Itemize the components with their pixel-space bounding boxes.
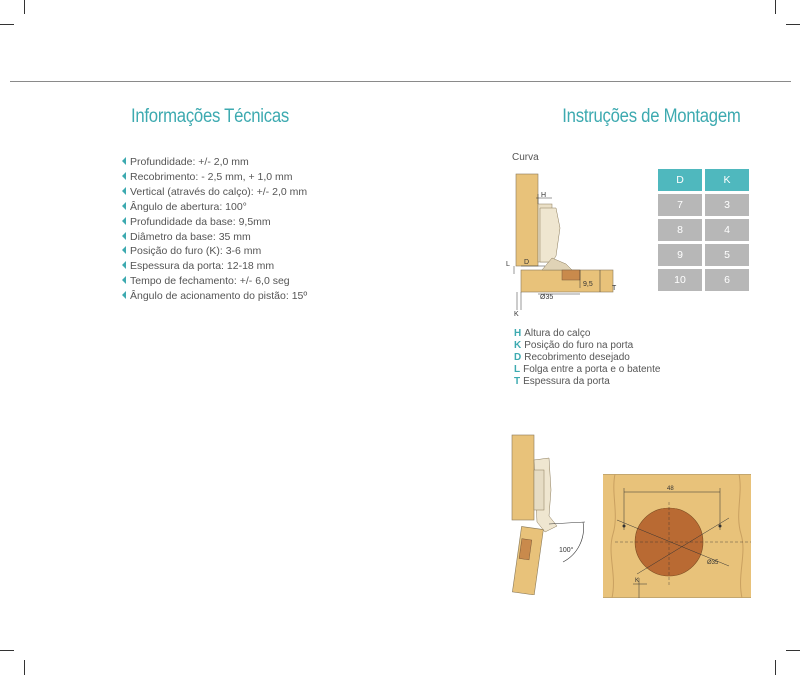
table-header-k: K [705, 169, 749, 191]
arrow-left-icon [122, 276, 126, 284]
spec-item: Profundidade da base: 9,5mm [122, 215, 307, 230]
legend-item: H Altura do calço [514, 328, 591, 339]
technical-info-title: Informações Técnicas [131, 106, 289, 127]
spec-item: Ângulo de acionamento do pistão: 15º [122, 289, 307, 304]
assembly-instructions-title: Instruções de Montagem [562, 106, 741, 127]
arrow-left-icon [122, 202, 126, 210]
crop-mark [24, 660, 25, 675]
table-cell: 8 [658, 219, 702, 241]
spec-item: Vertical (através do calço): +/- 2,0 mm [122, 185, 307, 200]
table-cell: 3 [705, 194, 749, 216]
arrow-left-icon [122, 187, 126, 195]
dim-l-label: L [506, 261, 510, 268]
spec-item: Tempo de fechamento: +/- 6,0 seg [122, 274, 307, 289]
dim-diam-label: Ø35 [540, 294, 554, 301]
spec-item: Profundidade: +/- 2,0 mm [122, 155, 307, 170]
legend-item: D Recobrimento desejado [514, 352, 630, 364]
crop-mark [24, 0, 25, 14]
table-cell: 9 [658, 244, 702, 266]
crop-mark [0, 650, 14, 651]
dim-depth-label: 9,5 [583, 281, 593, 288]
dk-table [655, 166, 752, 294]
arrow-left-icon [122, 232, 126, 240]
drilling-diagram [603, 474, 751, 598]
crop-mark [0, 24, 14, 25]
legend-item: T Espessura da porta [514, 376, 610, 388]
k-label: K [635, 578, 640, 584]
table-row [658, 219, 749, 241]
arrow-left-icon [122, 246, 126, 254]
dim-h-label: H [541, 192, 547, 199]
table-row [658, 194, 749, 216]
arrow-left-icon [122, 217, 126, 225]
spec-item: Diâmetro da base: 35 mm [122, 230, 307, 245]
cup-diameter-label: Ø35 [707, 560, 719, 566]
dim-d-label: D [524, 259, 530, 266]
spec-item: Ângulo de abertura: 100° [122, 200, 307, 215]
crop-mark [786, 650, 800, 651]
dim-t-label: T [612, 285, 617, 292]
table-row [658, 269, 749, 291]
crop-mark [775, 0, 776, 14]
dim-k-label: K [514, 311, 519, 318]
arrow-left-icon [122, 157, 126, 165]
legend-list [514, 328, 660, 388]
top-rule [10, 81, 791, 82]
table-cell: 5 [705, 244, 749, 266]
spacing-label: 48 [667, 486, 674, 492]
table-cell: 4 [705, 219, 749, 241]
spec-list [122, 155, 307, 304]
table-header-d: D [658, 169, 702, 191]
table-cell: 10 [658, 269, 702, 291]
curva-label: Curva [512, 152, 539, 163]
arrow-left-icon [122, 172, 126, 180]
spec-item: Posição do furo (K): 3-6 mm [122, 244, 307, 259]
legend-item: K Posição do furo na porta [514, 340, 634, 352]
table-row [658, 244, 749, 266]
arrow-left-icon [122, 261, 126, 269]
table-cell: 7 [658, 194, 702, 216]
angle-label: 100° [559, 547, 574, 554]
crop-mark [775, 660, 776, 675]
spec-item: Recobrimento: - 2,5 mm, + 1,0 mm [122, 170, 307, 185]
spec-item: Espessura da porta: 12-18 mm [122, 259, 307, 274]
table-cell: 6 [705, 269, 749, 291]
hinge-section-diagram [500, 168, 630, 323]
opening-angle-diagram [505, 430, 590, 595]
crop-mark [786, 24, 800, 25]
arrow-left-icon [122, 291, 126, 299]
legend-item: L Folga entre a porta e o batente [514, 364, 661, 376]
